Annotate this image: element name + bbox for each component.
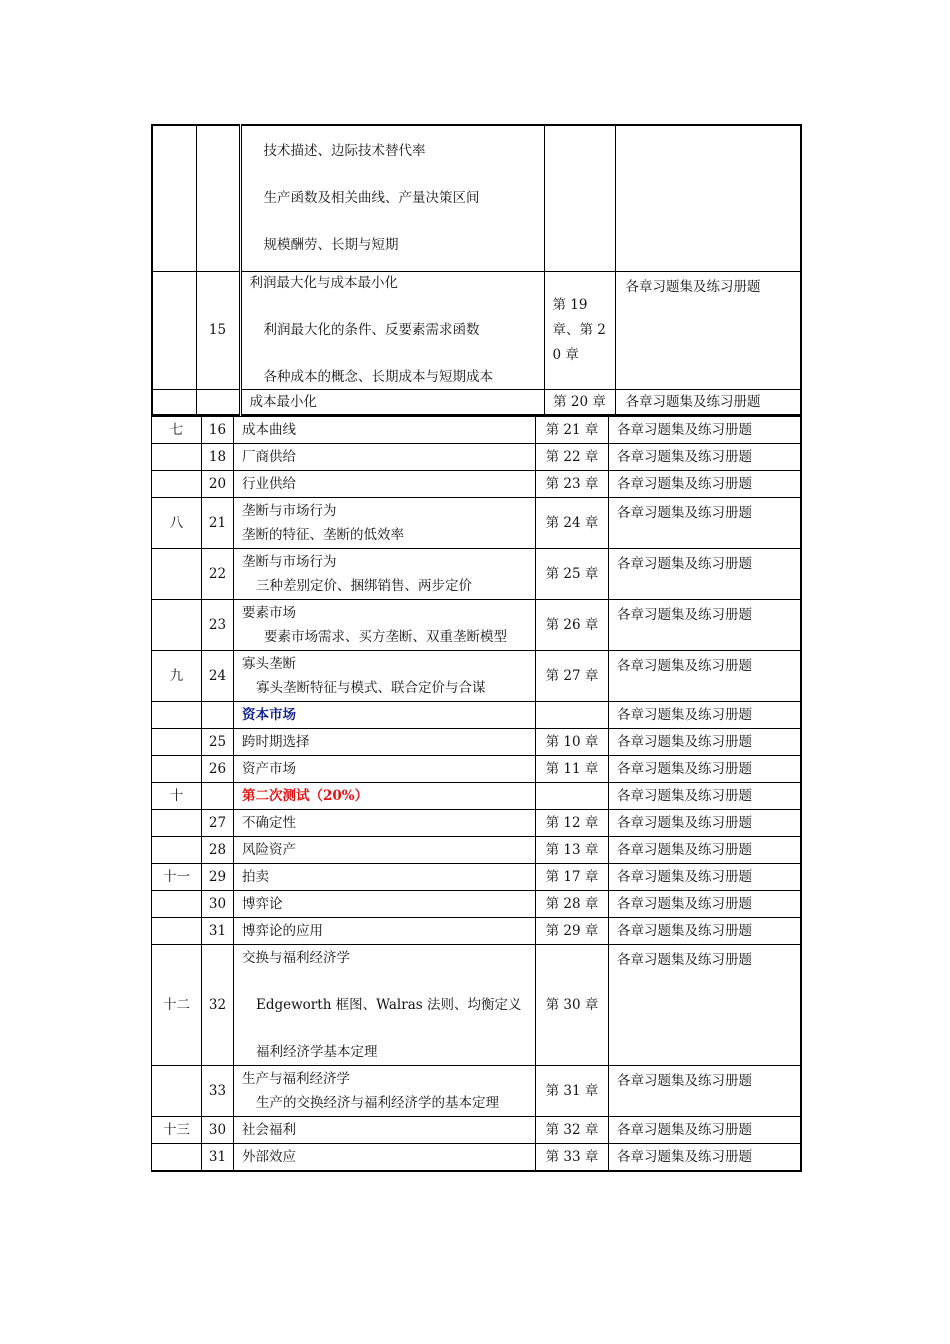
topic-line: 博弈论的应用 (242, 923, 323, 939)
week-cell: 十 (152, 783, 202, 810)
lecture-cell: 27 (202, 810, 234, 837)
topic-line: 垄断与市场行为 (242, 554, 337, 570)
lecture-cell (196, 389, 240, 415)
topic-line: 成本曲线 (242, 422, 296, 438)
lecture-cell: 23 (202, 600, 234, 651)
week-cell (152, 1144, 202, 1171)
exercises-cell: 各章习题集及练习册题 (609, 1144, 801, 1171)
topic-cell (234, 864, 536, 891)
chapter-cell: 第 13 章 (536, 837, 609, 864)
exercises-cell (615, 125, 801, 271)
topic-line: 交换与福利经济学 (242, 950, 350, 966)
topic-cell (234, 549, 536, 600)
table-row (152, 549, 801, 600)
topic-cell (234, 417, 536, 444)
topic-cell (234, 498, 536, 549)
table-row (152, 498, 801, 549)
lecture-cell (202, 783, 234, 810)
week-cell (152, 125, 196, 271)
week-cell (152, 1066, 202, 1117)
topic-cell (234, 702, 536, 729)
topic-cell (240, 389, 544, 415)
table-row (152, 702, 801, 729)
chapter-cell: 第 30 章 (536, 945, 609, 1066)
week-cell (152, 444, 202, 471)
table-row (152, 389, 801, 415)
chapter-cell (544, 125, 615, 271)
exam-heading: 第二次测试（20%） (242, 788, 369, 804)
exercises-cell: 各章习题集及练习册题 (609, 1117, 801, 1144)
section-heading: 资本市场 (242, 707, 296, 723)
topic-line: 成本最小化 (249, 393, 317, 410)
chapter-cell: 第 26 章 (536, 600, 609, 651)
lecture-cell: 22 (202, 549, 234, 600)
exercises-cell: 各章习题集及练习册题 (615, 271, 801, 389)
exercises-cell: 各章习题集及练习册题 (609, 600, 801, 651)
lecture-cell: 30 (202, 891, 234, 918)
topic-line: 外部效应 (242, 1148, 296, 1165)
topic-line: 风险资产 (242, 842, 296, 858)
topic-line: 寡头垄断 (242, 656, 296, 672)
exercises-cell: 各章习题集及练习册题 (609, 783, 801, 810)
exercises-cell: 各章习题集及练习册题 (609, 417, 801, 444)
lecture-cell (196, 125, 240, 271)
topic-cell (234, 1117, 536, 1144)
exercises-cell: 各章习题集及练习册题 (609, 471, 801, 498)
table-row (152, 600, 801, 651)
topic-line: 社会福利 (242, 1122, 296, 1138)
topic-line: 寡头垄断特征与模式、联合定价与合谋 (256, 680, 486, 696)
lecture-cell: 20 (202, 471, 234, 498)
lecture-cell: 26 (202, 756, 234, 783)
lecture-cell: 25 (202, 729, 234, 756)
exercises-cell: 各章习题集及练习册题 (609, 891, 801, 918)
topic-cell (234, 471, 536, 498)
topic-line: 要素市场 (242, 605, 296, 621)
chapter-cell: 第 32 章 (536, 1117, 609, 1144)
lecture-cell: 29 (202, 864, 234, 891)
lecture-cell: 24 (202, 651, 234, 702)
exercises-cell: 各章习题集及练习册题 (609, 945, 801, 1066)
topic-cell (234, 651, 536, 702)
table-row (152, 1066, 801, 1117)
topic-line: 跨时期选择 (242, 734, 310, 750)
table-row (152, 125, 801, 271)
week-cell (152, 271, 196, 389)
topic-cell (234, 729, 536, 756)
topic-cell (234, 837, 536, 864)
table-row (152, 651, 801, 702)
week-cell (152, 918, 202, 945)
lecture-cell: 28 (202, 837, 234, 864)
topic-line: 利润最大化的条件、反要素需求函数 (263, 322, 480, 338)
chapter-cell: 第 27 章 (536, 651, 609, 702)
week-cell: 十一 (152, 864, 202, 891)
chapter-cell: 第 10 章 (536, 729, 609, 756)
topic-line: 行业供给 (242, 476, 296, 492)
week-cell (152, 600, 202, 651)
topic-line: 生产的交换经济与福利经济学的基本定理 (256, 1095, 499, 1111)
chapter-cell: 第 31 章 (536, 1066, 609, 1117)
topic-line: 各种成本的概念、长期成本与短期成本 (263, 369, 493, 385)
exercises-cell: 各章习题集及练习册题 (609, 498, 801, 549)
chapter-cell: 第 23 章 (536, 471, 609, 498)
lecture-cell: 31 (202, 1144, 234, 1171)
exercises-cell: 各章习题集及练习册题 (609, 702, 801, 729)
topic-cell (240, 125, 544, 271)
table-row (152, 444, 801, 471)
lecture-cell: 21 (202, 498, 234, 549)
chapter-cell (536, 702, 609, 729)
week-cell (152, 389, 196, 415)
schedule-table-upper (151, 124, 802, 416)
exercises-cell: 各章习题集及练习册题 (609, 918, 801, 945)
lecture-cell (202, 702, 234, 729)
chapter-cell: 第 21 章 (536, 417, 609, 444)
chapter-cell: 第 11 章 (536, 756, 609, 783)
table-row (152, 271, 801, 389)
lecture-cell: 16 (202, 417, 234, 444)
chapter-cell: 第 17 章 (536, 864, 609, 891)
topic-cell (234, 918, 536, 945)
topic-line: 资产市场 (242, 761, 296, 777)
week-cell: 十三 (152, 1117, 202, 1144)
topic-cell (234, 945, 536, 1066)
chapter-cell: 第 24 章 (536, 498, 609, 549)
topic-line: Edgeworth 框图、Walras 法则、均衡定义 (256, 997, 522, 1013)
exercises-cell: 各章习题集及练习册题 (615, 389, 801, 415)
chapter-cell: 第 22 章 (536, 444, 609, 471)
week-cell (152, 756, 202, 783)
lecture-cell: 15 (196, 271, 240, 389)
lecture-cell: 33 (202, 1066, 234, 1117)
chapter-cell: 第 19 章、第 20 章 (544, 271, 615, 389)
topic-cell (234, 756, 536, 783)
topic-line: 不确定性 (242, 815, 296, 831)
table-row (152, 891, 801, 918)
week-cell (152, 702, 202, 729)
topic-line: 拍卖 (242, 869, 269, 885)
table-row (152, 729, 801, 756)
exercises-cell: 各章习题集及练习册题 (609, 864, 801, 891)
week-cell: 九 (152, 651, 202, 702)
topic-cell (234, 1066, 536, 1117)
topic-line: 技术描述、边际技术替代率 (263, 143, 426, 160)
topic-line: 垄断与市场行为 (242, 503, 337, 519)
exercises-cell: 各章习题集及练习册题 (609, 651, 801, 702)
topic-cell (234, 444, 536, 471)
chapter-cell: 第 28 章 (536, 891, 609, 918)
chapter-cell: 第 29 章 (536, 918, 609, 945)
week-cell: 八 (152, 498, 202, 549)
topic-cell (234, 891, 536, 918)
week-cell (152, 549, 202, 600)
topic-cell (234, 1144, 536, 1171)
topic-line: 垄断的特征、垄断的低效率 (242, 527, 404, 543)
table-row (152, 945, 801, 1066)
chapter-cell: 第 20 章 (544, 389, 615, 415)
table-row (152, 918, 801, 945)
topic-line: 厂商供给 (242, 449, 296, 465)
week-cell: 七 (152, 417, 202, 444)
chapter-cell (536, 783, 609, 810)
week-cell (152, 471, 202, 498)
table-row (152, 783, 801, 810)
week-cell (152, 837, 202, 864)
week-cell: 十二 (152, 945, 202, 1066)
lecture-cell: 30 (202, 1117, 234, 1144)
exercises-cell: 各章习题集及练习册题 (609, 1066, 801, 1117)
chapter-cell: 第 25 章 (536, 549, 609, 600)
topic-line: 生产函数及相关曲线、产量决策区间 (263, 190, 480, 207)
week-cell (152, 891, 202, 918)
lecture-cell: 31 (202, 918, 234, 945)
exercises-cell: 各章习题集及练习册题 (609, 756, 801, 783)
topic-line: 三种差别定价、捆绑销售、两步定价 (256, 578, 472, 594)
topic-cell (240, 271, 544, 389)
lecture-cell: 18 (202, 444, 234, 471)
table-row (152, 810, 801, 837)
table-row (152, 756, 801, 783)
topic-line: 要素市场需求、买方垄断、双重垄断模型 (264, 629, 507, 645)
topic-line: 利润最大化与成本最小化 (249, 275, 398, 291)
topic-line: 规模酬劳、长期与短期 (263, 237, 399, 254)
lecture-cell: 32 (202, 945, 234, 1066)
week-cell (152, 729, 202, 756)
table-row (152, 864, 801, 891)
table-row (152, 1144, 801, 1171)
topic-cell (234, 810, 536, 837)
chapter-cell: 第 12 章 (536, 810, 609, 837)
chapter-cell: 第 33 章 (536, 1144, 609, 1171)
week-cell (152, 810, 202, 837)
exercises-cell: 各章习题集及练习册题 (609, 837, 801, 864)
topic-line: 福利经济学基本定理 (256, 1044, 378, 1060)
topic-cell (234, 783, 536, 810)
schedule-table-lower (151, 416, 802, 1172)
exercises-cell: 各章习题集及练习册题 (609, 729, 801, 756)
table-row (152, 1117, 801, 1144)
table-row (152, 837, 801, 864)
table-row (152, 471, 801, 498)
topic-line: 博弈论 (242, 896, 283, 912)
topic-cell (234, 600, 536, 651)
exercises-cell: 各章习题集及练习册题 (609, 810, 801, 837)
exercises-cell: 各章习题集及练习册题 (609, 444, 801, 471)
table-row (152, 417, 801, 444)
topic-line: 生产与福利经济学 (242, 1071, 350, 1087)
exercises-cell: 各章习题集及练习册题 (609, 549, 801, 600)
